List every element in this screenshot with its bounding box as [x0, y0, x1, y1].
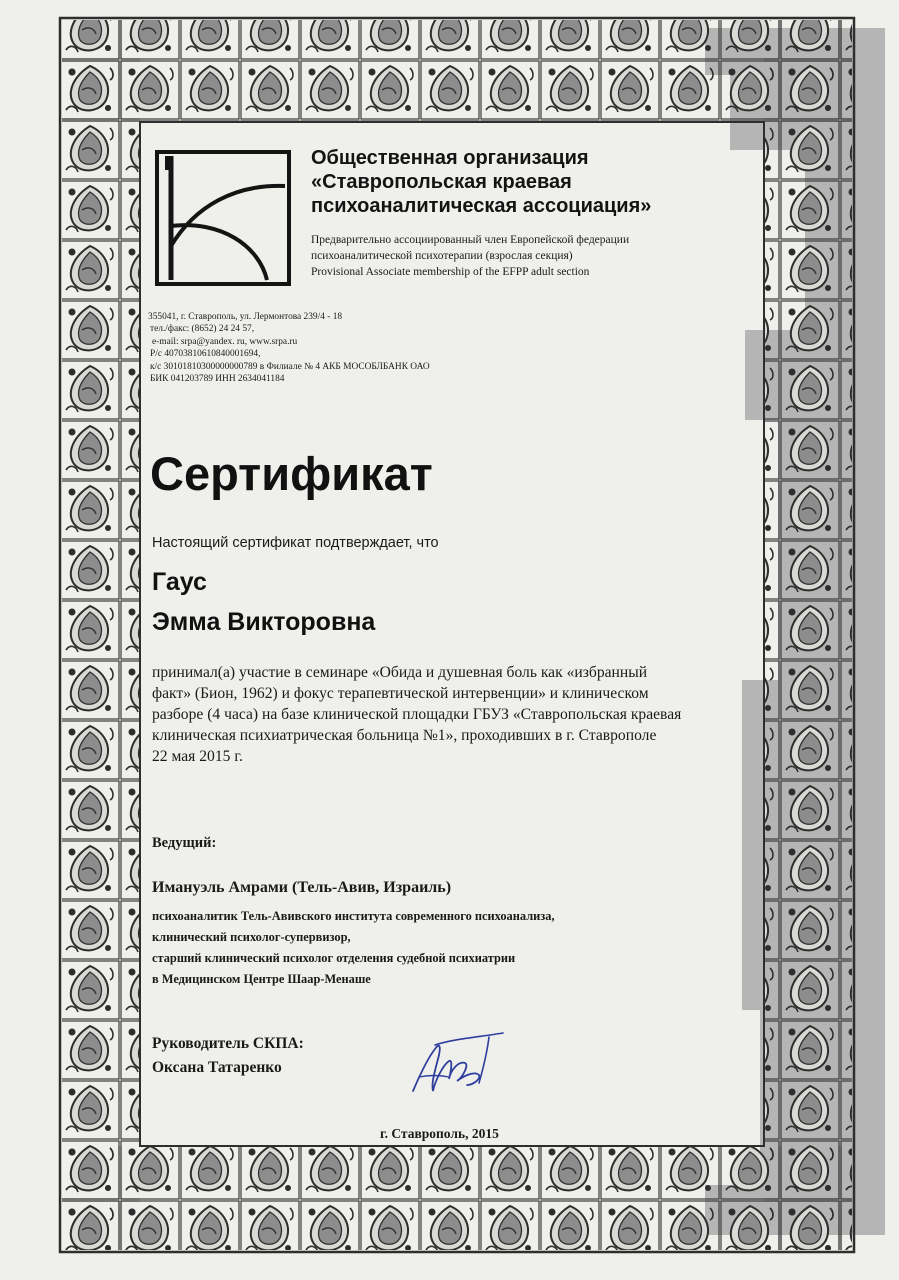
contact-account: Р/с 40703810610840001694,: [150, 349, 261, 360]
head-label: Руководитель СКПА:: [152, 1035, 304, 1052]
handwritten-signature: [405, 1025, 515, 1103]
leader-label: Ведущий:: [152, 835, 217, 851]
certificate-intro: Настоящий сертификат подтверждает, что: [152, 535, 439, 551]
contact-bank-ids: БИК 041203789 ИНН 2634041184: [150, 374, 285, 385]
recipient-given-names: Эмма Викторовна: [152, 608, 376, 636]
membership-line-1: Предварительно ассоциированный член Европейской федерации: [311, 234, 630, 246]
body-line-4: клиническая психиатрическая больница №1», проходивших в г. Ставрополе: [152, 727, 657, 744]
place-and-year: г. Ставрополь, 2015: [380, 1126, 499, 1141]
body-line-1: принимал(а) участие в семинаре «Обида и душевная боль как «избранный: [152, 664, 648, 681]
head-name: Оксана Татаренко: [152, 1059, 282, 1076]
leader-description-line-1: психоаналитик Тель-Авивского института современного психоанализа,: [152, 909, 555, 923]
body-line-5: 22 мая 2015 г.: [152, 748, 243, 765]
membership-line-2: психоаналитической психотерапии (взрослая секция): [311, 250, 573, 262]
leader-description-line-4: в Медицинском Центре Шаар-Менаше: [152, 972, 371, 986]
organization-title-line-3: психоаналитическая ассоциация»: [311, 195, 652, 217]
membership-text: [311, 232, 731, 280]
contact-address: 355041, г. Ставрополь, ул. Лермонтова 239/4 - 18: [148, 312, 343, 322]
leader-description-line-3: старший клинический психолог отделения судебной психиатрии: [152, 951, 516, 965]
contact-email: e-mail: srpa@yandex. ru, www.srpa.ru: [152, 336, 298, 347]
contact-details: [148, 311, 508, 385]
body-line-2: факт» (Бион, 1962) и фокус терапевтической интервенции» и клиническом: [152, 685, 649, 702]
leader-description-line-2: клинический психолог-супервизор,: [152, 930, 351, 944]
certificate-title: Сертификат: [150, 447, 433, 500]
organization-title-line-1: Общественная организация: [311, 147, 589, 169]
leader-name: Имануэль Амрами (Тель-Авив, Израиль): [152, 879, 452, 896]
body-line-3: разборе (4 часа) на базе клинической площадки ГБУЗ «Ставропольская краевая: [152, 706, 682, 723]
certificate-body: [152, 662, 762, 767]
recipient-surname: Гаус: [152, 568, 207, 596]
association-logo: [155, 150, 291, 286]
leader-description: [152, 906, 712, 990]
organization-title-line-2: «Ставропольская краевая: [311, 171, 572, 193]
contact-correspondent-account: к/с 30101810300000000789 в Филиале № 4 АКБ МОСОБЛБАНК ОАО: [150, 361, 430, 372]
organization-block: [311, 146, 731, 280]
contact-phone: тел./факс: (8652) 24 24 57,: [150, 324, 255, 335]
membership-line-3: Provisional Associate membership of the EFPP adult section: [311, 266, 590, 278]
